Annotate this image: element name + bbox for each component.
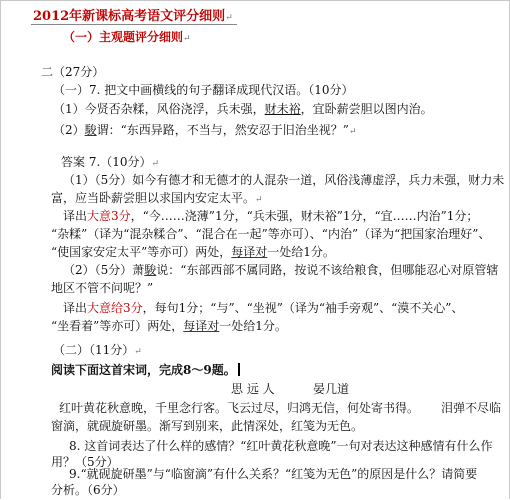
title-underline xyxy=(31,24,237,25)
question-7-heading: （一）7. 把文中画横线的句子翻译成现代汉语。（10分） xyxy=(53,83,354,97)
rubric-1-line-1: 译出大意3分，“今……浇薄”1分，“兵未强，财未裕”1分，“宜……内治”1分； xyxy=(63,209,479,223)
rubric-1-line-3: “使国家安定太平”等亦可）两处，每译对一处给1分。 xyxy=(51,245,335,259)
question-7-sentence-2: （2）駿谓：“东西异路，不当与，然安忍于旧治坐视？”↵ xyxy=(53,123,357,137)
poem-instruction: 阅读下面这首宋词，完成8～9题。 xyxy=(51,363,240,377)
answer-1-line-1: （1）（5分）如今有德才和无德才的人混杂一道，风俗浅薄虚浮，兵力未强，财力未 xyxy=(63,173,505,187)
section-b-heading: （二）（11分）↵ xyxy=(53,343,142,357)
rubric-2-line-1: 译出大意给3分，每句1分；“与”、“坐视”（译为“袖手旁观”、“漠不关心”、 xyxy=(63,301,464,315)
rubric-1-line-2: “杂糅”（译为“混杂糅合”、“混合在一起”等亦可）、“内治”（译为“把国家治理好”、 xyxy=(51,227,491,241)
text-cursor xyxy=(238,363,240,376)
poem-title: 思 远 人 xyxy=(231,382,275,396)
answer-2-line-2: 地区不管不问呢？” xyxy=(51,281,154,295)
question-7-sentence-1: （1）今贤否杂糅，风俗浇浮，兵未强，财未裕，宜卧薪尝胆以图内治。 xyxy=(53,102,433,116)
answer-2-line-1: （2）（5分）萧駿说：“东部西部不属同路，按说不该给粮食，但哪能忍心对原管辖 xyxy=(63,263,499,277)
question-8-line-1: 8. 这首词表达了什么样的感情？“红叶黄花秋意晚”一句对表达这种感情有什么作 xyxy=(69,439,493,453)
poem-author: 晏几道 xyxy=(313,382,350,396)
question-9-line-2: 分析。（6分） xyxy=(51,483,125,497)
poem-line-2: 窗滴，就砚旋研墨。渐写到别来，此情深处，红笺为无色。 xyxy=(51,419,364,433)
answer-7-heading: 答案 7.（10分）↵ xyxy=(61,155,160,169)
section-two-heading: 二（27分） xyxy=(41,65,105,79)
subtitle: （一）主观题评分细则↵ xyxy=(63,30,191,44)
question-9-line-1: 9.“就砚旋研墨”与“临窗滴”有什么关系？“红笺为无色”的原因是什么？请简要 xyxy=(69,467,478,481)
question-8-line-2: 用？（5分） xyxy=(51,455,119,469)
poem-line-1: 红叶黄花秋意晚，千里念行客。飞云过尽，归鸿无信，何处寄书得。 泪弹不尽临 xyxy=(59,401,502,415)
document-title: 2012年新课标高考语文评分细则↵ xyxy=(33,9,233,24)
answer-1-line-2: 富，应当卧薪尝胆以求国内安定太平。↵ xyxy=(51,191,263,205)
rubric-2-line-2: “坐看着”等亦可）两处，每译对一处给1分。 xyxy=(51,319,287,333)
